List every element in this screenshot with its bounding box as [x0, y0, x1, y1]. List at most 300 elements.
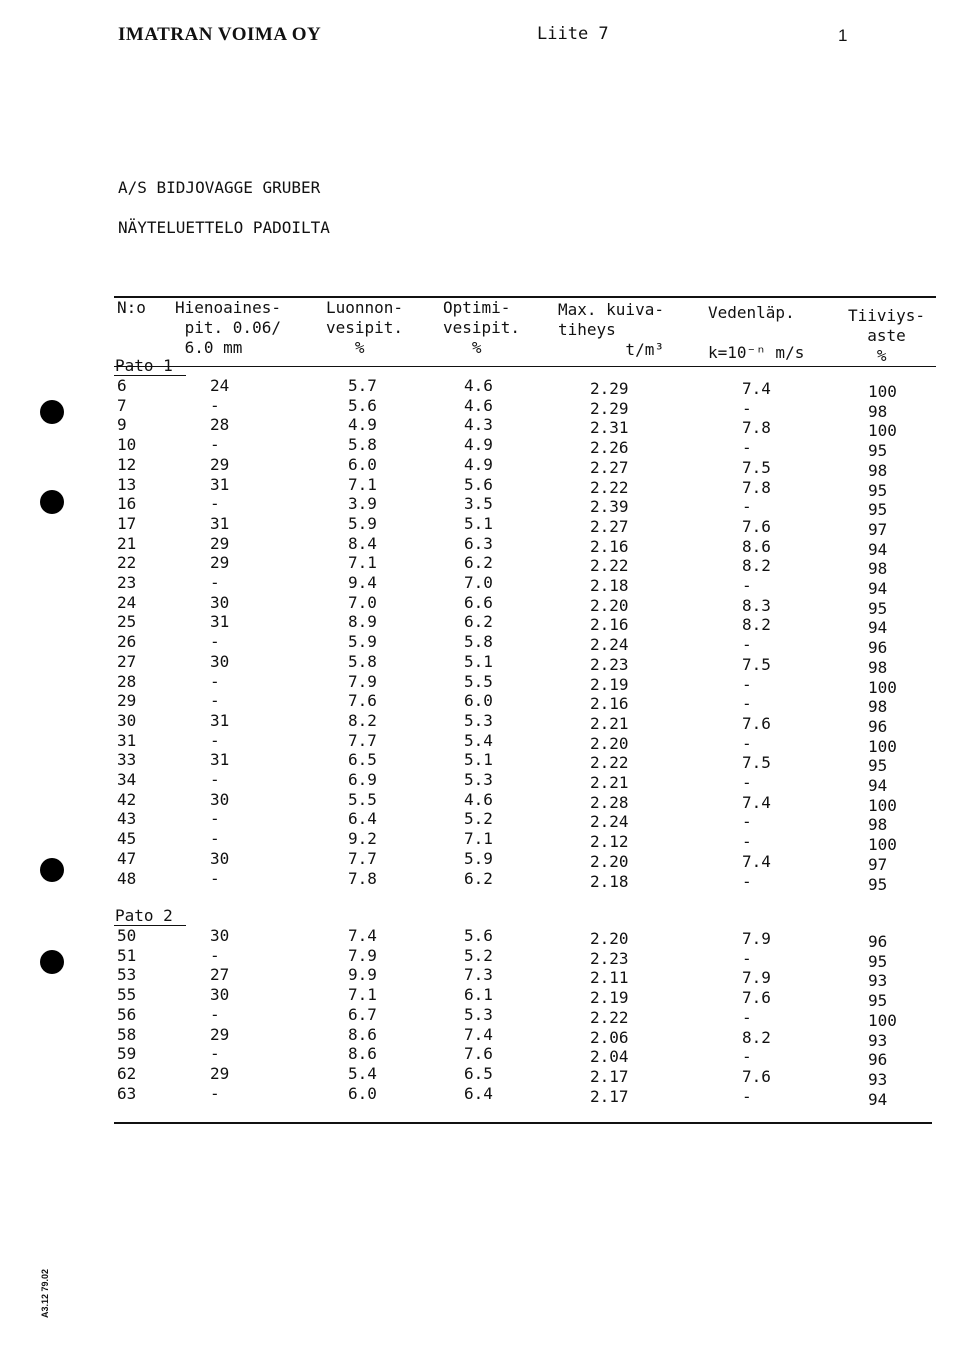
- natural-moisture: 5.5: [348, 789, 377, 809]
- permeability: 7.6: [742, 516, 771, 536]
- compaction-degree: 95: [868, 991, 888, 1011]
- sample-number: 43: [117, 809, 137, 829]
- sample-number: 33: [117, 750, 137, 770]
- max-density: 2.22: [590, 477, 629, 497]
- optimum-moisture: 6.5: [464, 1063, 493, 1083]
- permeability: 7.6: [742, 988, 771, 1008]
- col-header-compaction: Tiiviys- aste %: [848, 306, 926, 365]
- fines-content: -: [210, 395, 220, 415]
- max-density: 2.18: [590, 871, 629, 891]
- sample-number: 21: [117, 533, 137, 553]
- permeability: -: [742, 635, 752, 655]
- table-row: [0, 435, 960, 461]
- fines-content: -: [210, 1083, 220, 1103]
- natural-moisture: 6.5: [348, 750, 377, 770]
- optimum-moisture: 5.4: [464, 730, 493, 750]
- sample-number: 16: [117, 494, 137, 514]
- optimum-moisture: 5.9: [464, 848, 493, 868]
- compaction-degree: 98: [868, 401, 888, 421]
- fines-content: 31: [210, 750, 230, 770]
- table-row: [0, 789, 960, 815]
- max-density: 2.20: [590, 929, 629, 948]
- table-row: [0, 809, 960, 835]
- compaction-degree: 100: [868, 421, 897, 441]
- permeability: -: [742, 871, 752, 891]
- table-row: [0, 965, 960, 991]
- permeability: -: [742, 832, 752, 852]
- permeability: -: [742, 1007, 752, 1027]
- col-header-optimum-moisture: Optimi- vesipit. %: [443, 298, 521, 357]
- sample-number: 59: [117, 1044, 137, 1064]
- permeability: 7.6: [742, 713, 771, 733]
- max-density: 2.19: [590, 988, 629, 1008]
- table-row: [0, 1044, 960, 1070]
- fines-content: -: [210, 494, 220, 514]
- optimum-moisture: 6.2: [464, 553, 493, 573]
- fines-content: -: [210, 829, 220, 849]
- table-row: [0, 533, 960, 559]
- table-row: [0, 474, 960, 500]
- natural-moisture: 7.0: [348, 592, 377, 612]
- compaction-degree: 100: [868, 835, 897, 855]
- fines-content: 29: [210, 1024, 230, 1044]
- table-row: [0, 710, 960, 736]
- permeability: 7.9: [742, 929, 771, 948]
- compaction-degree: 98: [868, 460, 888, 480]
- max-density: 2.20: [590, 595, 629, 615]
- fines-content: 29: [210, 553, 230, 573]
- permeability: -: [742, 733, 752, 753]
- sample-number: 22: [117, 553, 137, 573]
- sample-number: 53: [117, 965, 137, 985]
- table-row: [0, 770, 960, 795]
- punch-hole: [40, 400, 64, 424]
- natural-moisture: 3.9: [348, 494, 377, 514]
- sample-number: 27: [117, 651, 137, 671]
- natural-moisture: 8.6: [348, 1024, 377, 1044]
- optimum-moisture: 6.4: [464, 1083, 493, 1103]
- max-density: 2.22: [590, 556, 629, 576]
- permeability: -: [742, 948, 752, 968]
- sample-number: 62: [117, 1063, 137, 1083]
- fines-content: -: [210, 632, 220, 652]
- max-density: 2.27: [590, 516, 629, 536]
- compaction-degree: 95: [868, 500, 888, 520]
- max-density: 2.12: [590, 832, 629, 852]
- natural-moisture: 7.1: [348, 985, 377, 1005]
- sample-number: 45: [117, 829, 137, 849]
- natural-moisture: 6.7: [348, 1004, 377, 1024]
- permeability: -: [742, 576, 752, 595]
- table-row: [0, 651, 960, 677]
- table-bottom-rule: [114, 1122, 932, 1124]
- optimum-moisture: 5.1: [464, 651, 493, 671]
- punch-hole: [40, 858, 64, 882]
- fines-content: 31: [210, 474, 230, 494]
- permeability: 7.5: [742, 753, 771, 773]
- permeability: 8.2: [742, 615, 771, 635]
- fines-content: 30: [210, 985, 230, 1005]
- table-row: [0, 848, 960, 874]
- table-row: [0, 376, 960, 401]
- sample-number: 10: [117, 435, 137, 455]
- compaction-degree: 95: [868, 874, 888, 894]
- permeability: 7.9: [742, 968, 771, 988]
- document-subtitle: NÄYTELUETTELO PADOILTA: [118, 218, 330, 237]
- sample-number: 26: [117, 632, 137, 652]
- table-row: [0, 829, 960, 855]
- table-row: [0, 1004, 960, 1030]
- sample-number: 31: [117, 730, 137, 750]
- max-density: 2.28: [590, 792, 629, 812]
- optimum-moisture: 5.2: [464, 809, 493, 829]
- natural-moisture: 7.6: [348, 691, 377, 711]
- permeability: 7.4: [742, 379, 771, 398]
- fines-content: 31: [210, 513, 230, 533]
- compaction-degree: 94: [868, 618, 888, 638]
- fines-content: -: [210, 671, 220, 691]
- optimum-moisture: 5.6: [464, 926, 493, 945]
- optimum-moisture: 7.6: [464, 1044, 493, 1064]
- punch-hole: [40, 490, 64, 514]
- max-density: 2.20: [590, 851, 629, 871]
- max-density: 2.26: [590, 438, 629, 458]
- fines-content: 30: [210, 848, 230, 868]
- fines-content: 30: [210, 592, 230, 612]
- compaction-degree: 93: [868, 1030, 888, 1050]
- optimum-moisture: 5.8: [464, 632, 493, 652]
- table-row: [0, 612, 960, 638]
- compaction-degree: 95: [868, 480, 888, 500]
- sample-number: 29: [117, 691, 137, 711]
- punch-hole: [40, 950, 64, 974]
- optimum-moisture: 6.2: [464, 612, 493, 632]
- fines-content: 30: [210, 789, 230, 809]
- sample-number: 51: [117, 945, 137, 965]
- natural-moisture: 7.8: [348, 868, 377, 888]
- table-row: [0, 1063, 960, 1089]
- natural-moisture: 8.2: [348, 710, 377, 730]
- max-density: 2.22: [590, 753, 629, 773]
- compaction-degree: 95: [868, 441, 888, 461]
- natural-moisture: 5.6: [348, 395, 377, 415]
- max-density: 2.16: [590, 694, 629, 714]
- fines-content: 28: [210, 415, 230, 435]
- compaction-degree: 97: [868, 854, 888, 874]
- permeability: -: [742, 438, 752, 458]
- permeability: 7.4: [742, 851, 771, 871]
- optimum-moisture: 4.6: [464, 789, 493, 809]
- natural-moisture: 8.4: [348, 533, 377, 553]
- optimum-moisture: 3.5: [464, 494, 493, 514]
- natural-moisture: 4.9: [348, 415, 377, 435]
- table-row: [0, 513, 960, 539]
- fines-content: 29: [210, 533, 230, 553]
- compaction-degree: 98: [868, 697, 888, 717]
- permeability: 8.2: [742, 556, 771, 576]
- fines-content: -: [210, 945, 220, 965]
- natural-moisture: 9.9: [348, 965, 377, 985]
- optimum-moisture: 5.3: [464, 770, 493, 789]
- permeability: 7.5: [742, 654, 771, 674]
- optimum-moisture: 6.6: [464, 592, 493, 612]
- natural-moisture: 7.7: [348, 848, 377, 868]
- fines-content: 29: [210, 1063, 230, 1083]
- natural-moisture: 5.8: [348, 435, 377, 455]
- permeability: -: [742, 398, 752, 418]
- fines-content: -: [210, 1044, 220, 1064]
- compaction-degree: 94: [868, 1089, 888, 1109]
- table-row: [0, 395, 960, 421]
- fines-content: 27: [210, 965, 230, 985]
- fines-content: -: [210, 573, 220, 592]
- max-density: 2.16: [590, 615, 629, 635]
- optimum-moisture: 4.9: [464, 435, 493, 455]
- document-title: A/S BIDJOVAGGE GRUBER: [118, 178, 321, 197]
- sample-number: 63: [117, 1083, 137, 1103]
- page-number: 1: [838, 26, 848, 45]
- permeability: -: [742, 674, 752, 694]
- optimum-moisture: 6.2: [464, 868, 493, 888]
- table-row: [0, 750, 960, 776]
- optimum-moisture: 6.3: [464, 533, 493, 553]
- sample-number: 24: [117, 592, 137, 612]
- optimum-moisture: 5.1: [464, 750, 493, 770]
- max-density: 2.21: [590, 773, 629, 792]
- compaction-degree: 100: [868, 677, 897, 697]
- sample-number: 7: [117, 395, 127, 415]
- sample-number: 42: [117, 789, 137, 809]
- fines-content: -: [210, 691, 220, 711]
- natural-moisture: 8.9: [348, 612, 377, 632]
- max-density: 2.23: [590, 948, 629, 968]
- max-density: 2.19: [590, 674, 629, 694]
- sample-number: 12: [117, 454, 137, 474]
- fines-content: -: [210, 435, 220, 455]
- max-density: 2.24: [590, 812, 629, 832]
- optimum-moisture: 5.6: [464, 474, 493, 494]
- max-density: 2.17: [590, 1086, 629, 1106]
- optimum-moisture: 4.6: [464, 376, 493, 395]
- optimum-moisture: 5.3: [464, 710, 493, 730]
- natural-moisture: 5.9: [348, 513, 377, 533]
- permeability: -: [742, 694, 752, 714]
- max-density: 2.23: [590, 654, 629, 674]
- optimum-moisture: 4.6: [464, 395, 493, 415]
- optimum-moisture: 6.0: [464, 691, 493, 711]
- natural-moisture: 5.9: [348, 632, 377, 652]
- permeability: 8.2: [742, 1027, 771, 1047]
- optimum-moisture: 5.2: [464, 945, 493, 965]
- natural-moisture: 6.0: [348, 1083, 377, 1103]
- max-density: 2.04: [590, 1047, 629, 1067]
- sample-number: 34: [117, 770, 137, 789]
- compaction-degree: 100: [868, 795, 897, 815]
- natural-moisture: 9.4: [348, 573, 377, 592]
- table-row: [0, 868, 960, 894]
- natural-moisture: 8.6: [348, 1044, 377, 1064]
- permeability: 7.8: [742, 418, 771, 438]
- compaction-degree: 96: [868, 1050, 888, 1070]
- permeability: -: [742, 497, 752, 517]
- sample-number: 23: [117, 573, 137, 592]
- table-row: [0, 415, 960, 441]
- max-density: 2.24: [590, 635, 629, 655]
- compaction-degree: 97: [868, 519, 888, 539]
- fines-content: -: [210, 770, 220, 789]
- compaction-degree: 95: [868, 756, 888, 776]
- compaction-degree: 96: [868, 716, 888, 736]
- natural-moisture: 6.4: [348, 809, 377, 829]
- fines-content: 31: [210, 612, 230, 632]
- sample-number: 48: [117, 868, 137, 888]
- table-row: [0, 494, 960, 520]
- table-row: [0, 945, 960, 971]
- compaction-degree: 100: [868, 1010, 897, 1030]
- compaction-degree: 100: [868, 736, 897, 756]
- natural-moisture: 7.9: [348, 945, 377, 965]
- optimum-moisture: 4.3: [464, 415, 493, 435]
- optimum-moisture: 6.1: [464, 985, 493, 1005]
- table-row: [0, 1024, 960, 1050]
- table-row: [0, 985, 960, 1011]
- table-row: [0, 1083, 960, 1109]
- section-label: Pato 1: [115, 356, 173, 375]
- optimum-moisture: 5.1: [464, 513, 493, 533]
- table-row: [0, 730, 960, 756]
- max-density: 2.29: [590, 379, 629, 398]
- compaction-degree: 95: [868, 951, 888, 971]
- optimum-moisture: 7.4: [464, 1024, 493, 1044]
- natural-moisture: 7.4: [348, 926, 377, 945]
- table-row: [0, 691, 960, 717]
- col-header-no: N:o: [117, 298, 146, 317]
- sample-number: 9: [117, 415, 127, 435]
- natural-moisture: 5.7: [348, 376, 377, 395]
- fines-content: 24: [210, 376, 230, 395]
- natural-moisture: 7.7: [348, 730, 377, 750]
- compaction-degree: 96: [868, 932, 888, 951]
- sample-number: 58: [117, 1024, 137, 1044]
- max-density: 2.06: [590, 1027, 629, 1047]
- compaction-degree: 94: [868, 776, 888, 795]
- natural-moisture: 7.9: [348, 671, 377, 691]
- table-row: [0, 926, 960, 951]
- optimum-moisture: 4.9: [464, 454, 493, 474]
- table-header-rule: [114, 366, 936, 367]
- optimum-moisture: 5.3: [464, 1004, 493, 1024]
- fines-content: -: [210, 809, 220, 829]
- max-density: 2.16: [590, 536, 629, 556]
- permeability: -: [742, 1047, 752, 1067]
- permeability: 7.6: [742, 1066, 771, 1086]
- natural-moisture: 7.1: [348, 474, 377, 494]
- table-row: [0, 592, 960, 618]
- permeability: 7.8: [742, 477, 771, 497]
- max-density: 2.20: [590, 733, 629, 753]
- compaction-degree: 98: [868, 559, 888, 579]
- fines-content: 31: [210, 710, 230, 730]
- table-row: [0, 671, 960, 697]
- max-density: 2.31: [590, 418, 629, 438]
- optimum-moisture: 5.5: [464, 671, 493, 691]
- table-row: [0, 573, 960, 598]
- fines-content: -: [210, 730, 220, 750]
- optimum-moisture: 7.1: [464, 829, 493, 849]
- section-label: Pato 2: [115, 906, 173, 925]
- fines-content: 30: [210, 651, 230, 671]
- col-header-natural-moisture: Luonnon- vesipit. %: [326, 298, 404, 357]
- compaction-degree: 98: [868, 815, 888, 835]
- sample-number: 56: [117, 1004, 137, 1024]
- sample-number: 17: [117, 513, 137, 533]
- compaction-degree: 95: [868, 598, 888, 618]
- compaction-degree: 94: [868, 579, 888, 598]
- table-row: [0, 553, 960, 579]
- compaction-degree: 98: [868, 657, 888, 677]
- max-density: 2.21: [590, 713, 629, 733]
- compaction-degree: 93: [868, 1069, 888, 1089]
- optimum-moisture: 7.0: [464, 573, 493, 592]
- natural-moisture: 9.2: [348, 829, 377, 849]
- col-header-max-density: Max. kuiva- tiheys t/m³: [558, 300, 664, 359]
- table-row: [0, 454, 960, 480]
- sample-number: 13: [117, 474, 137, 494]
- col-header-fines: Hienoaines- pit. 0.06/ 6.0 mm: [175, 298, 281, 357]
- compaction-degree: 96: [868, 638, 888, 658]
- max-density: 2.18: [590, 576, 629, 595]
- optimum-moisture: 7.3: [464, 965, 493, 985]
- compaction-degree: 94: [868, 539, 888, 559]
- permeability: -: [742, 812, 752, 832]
- natural-moisture: 7.1: [348, 553, 377, 573]
- permeability: 7.5: [742, 457, 771, 477]
- sample-number: 28: [117, 671, 137, 691]
- compaction-degree: 100: [868, 382, 897, 401]
- fines-content: -: [210, 868, 220, 888]
- table-row: [0, 632, 960, 658]
- max-density: 2.29: [590, 398, 629, 418]
- permeability: -: [742, 1086, 752, 1106]
- attachment-label: Liite 7: [537, 24, 609, 44]
- natural-moisture: 5.4: [348, 1063, 377, 1083]
- max-density: 2.22: [590, 1007, 629, 1027]
- sample-number: 6: [117, 376, 127, 395]
- fines-content: 30: [210, 926, 230, 945]
- natural-moisture: 5.8: [348, 651, 377, 671]
- col-header-permeability: Vedenläp. k=10⁻ⁿ m/s: [708, 303, 805, 362]
- sample-number: 50: [117, 926, 137, 945]
- max-density: 2.17: [590, 1066, 629, 1086]
- permeability: -: [742, 773, 752, 792]
- sample-number: 47: [117, 848, 137, 868]
- company-name: IMATRAN VOIMA OY: [118, 24, 322, 45]
- permeability: 8.3: [742, 595, 771, 615]
- natural-moisture: 6.9: [348, 770, 377, 789]
- sample-number: 30: [117, 710, 137, 730]
- fines-content: 29: [210, 454, 230, 474]
- form-code: A3.12 79.02: [40, 1268, 50, 1318]
- sample-number: 55: [117, 985, 137, 1005]
- natural-moisture: 6.0: [348, 454, 377, 474]
- permeability: 8.6: [742, 536, 771, 556]
- fines-content: -: [210, 1004, 220, 1024]
- compaction-degree: 93: [868, 971, 888, 991]
- max-density: 2.11: [590, 968, 629, 988]
- max-density: 2.27: [590, 457, 629, 477]
- max-density: 2.39: [590, 497, 629, 517]
- permeability: 7.4: [742, 792, 771, 812]
